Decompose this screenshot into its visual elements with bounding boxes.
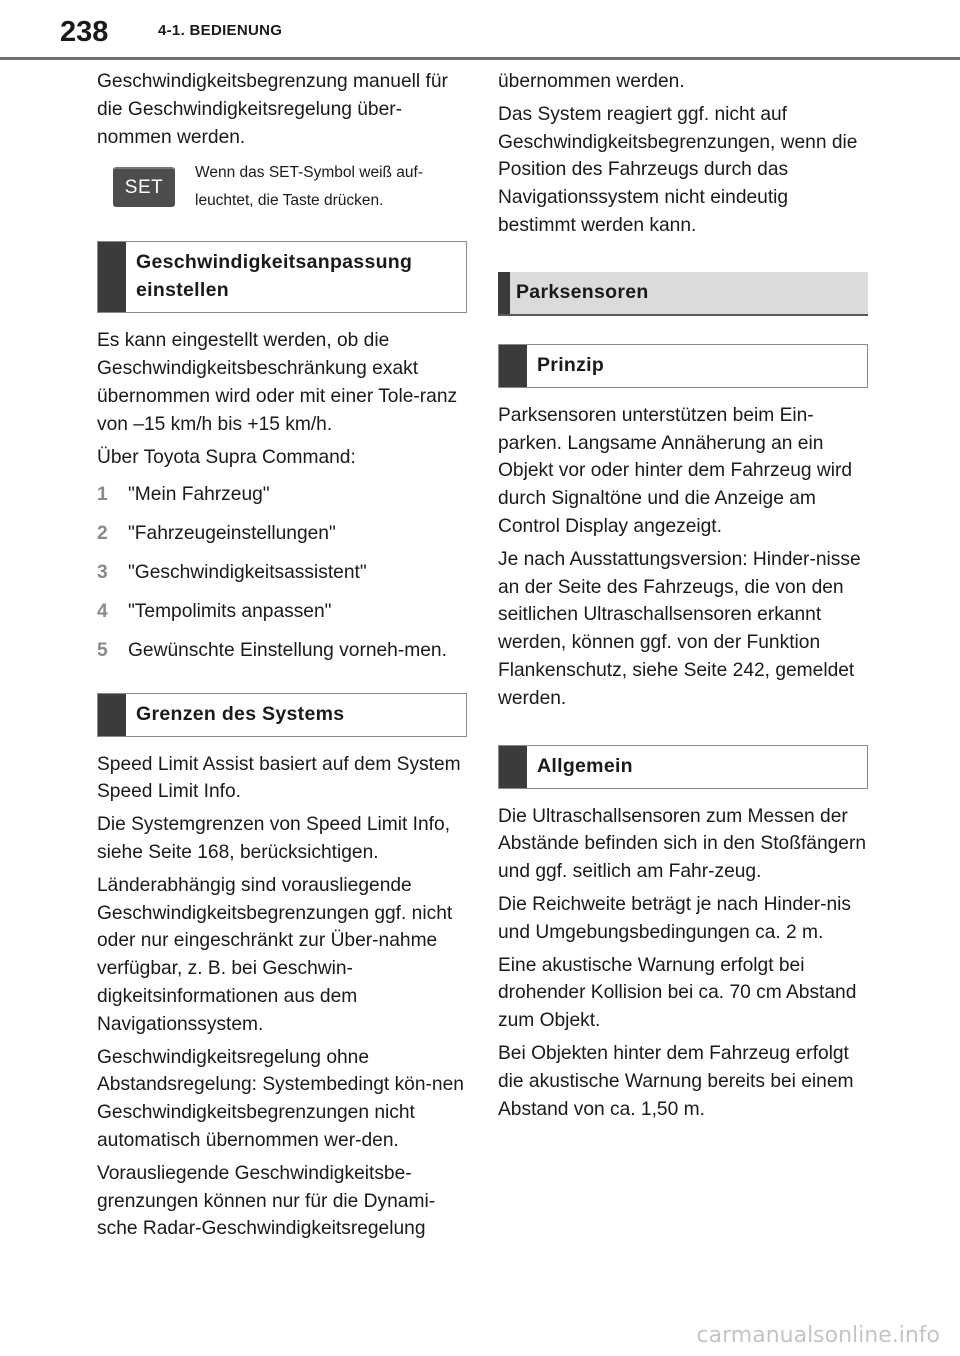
heading-bar bbox=[98, 242, 126, 312]
set-button-icon: SET bbox=[113, 167, 175, 207]
paragraph: Geschwindigkeitsregelung ohne Abstandsregelung: Systembedingt kön-nen Geschwindigkeitsbegrenzungen nicht automatisch übernommen wer-den. bbox=[97, 1046, 464, 1151]
step-text: Gewünschte Einstellung vorneh-men. bbox=[128, 639, 447, 661]
heading-bar bbox=[499, 345, 527, 387]
heading-text: Grenzen des Systems bbox=[136, 702, 345, 725]
step-text: "Fahrzeugeinstellungen" bbox=[128, 523, 336, 545]
page-number: 238 bbox=[60, 16, 109, 48]
paragraph: Je nach Ausstattungsversion: Hinder-nisse an der Seite des Fahrzeugs, die von den seitlichen Ultraschallsensoren erkannt werden, können ggf. von der Funktion Flankenschutz, siehe Seite 242, gemeldet werden. bbox=[498, 548, 861, 709]
section-heading-allgemein bbox=[498, 745, 868, 789]
step-text: "Geschwindigkeitsassistent" bbox=[128, 561, 367, 583]
paragraph: Länderabhängig sind vorausliegende Geschwindigkeitsbegrenzungen ggf. nicht oder nur eingeschränkt zur Über-nahme verfügbar, z. B. bei Geschwin-digkeitsinformationen aus dem Navigationssystem. bbox=[97, 874, 453, 1035]
step-number: 2 bbox=[97, 523, 108, 545]
list-item bbox=[97, 598, 467, 626]
paragraph: Das System reagiert ggf. nicht auf Geschwindigkeitsbegrenzungen, wenn die Position des Fahrzeugs durch das Navigationssystem nicht eindeutig bestimmt werden kann. bbox=[498, 103, 858, 236]
heading-bar bbox=[498, 272, 510, 314]
section-heading-speed-adjust bbox=[97, 241, 467, 313]
set-instruction-text: Wenn das SET-Symbol weiß auf-leuchtet, die Taste drücken. bbox=[195, 164, 423, 210]
heading-text: Geschwindigkeitsanpassung einstellen bbox=[136, 251, 413, 302]
paragraph: Die Ultraschallsensoren zum Messen der Abstände befinden sich in den Stoßfängern und ggf. seitlich am Fahr-zeug. bbox=[498, 805, 867, 883]
list-item bbox=[97, 520, 467, 548]
right-column bbox=[498, 68, 868, 1128]
chapter-title: 4-1. BEDIENUNG bbox=[158, 22, 283, 39]
list-item bbox=[97, 637, 467, 667]
list-item bbox=[97, 559, 467, 587]
paragraph: Parksensoren unterstützen beim Ein-parken. Langsame Annäherung an ein Objekt vor oder hinter dem Fahrzeug wird durch Signaltöne und die Anzeige am Control Display angezeigt. bbox=[498, 404, 853, 537]
section-heading-parksensoren bbox=[498, 272, 868, 316]
step-text: "Mein Fahrzeug" bbox=[128, 484, 270, 506]
paragraph: übernommen werden. bbox=[498, 71, 685, 92]
paragraph: Vorausliegende Geschwindigkeitsbe-grenzungen können nur für die Dynami-sche Radar-Geschwindigkeitsregelung bbox=[97, 1162, 436, 1240]
steps-list bbox=[97, 481, 467, 666]
paragraph: Über Toyota Supra Command: bbox=[97, 446, 356, 468]
paragraph: Die Reichweite beträgt je nach Hinder-nis und Umgebungsbedingungen ca. 2 m. bbox=[498, 893, 852, 943]
paragraph: Eine akustische Warnung erfolgt bei drohender Kollision bei ca. 70 cm Abstand zum Objekt. bbox=[498, 954, 857, 1032]
left-column bbox=[97, 68, 467, 1248]
section-heading-prinzip bbox=[498, 344, 868, 388]
step-number: 4 bbox=[97, 600, 108, 622]
watermark: carmanualsonline.info bbox=[696, 1323, 940, 1348]
paragraph: Es kann eingestellt werden, ob die Geschwindigkeitsbeschränkung exakt übernommen wird oder mit einer Tole-ranz von –15 km/h bis +15 km/h. bbox=[97, 330, 458, 435]
header-rule bbox=[0, 57, 960, 60]
paragraph: Speed Limit Assist basiert auf dem System Speed Limit Info. bbox=[97, 753, 461, 803]
heading-text: Parksensoren bbox=[516, 280, 649, 303]
set-instruction bbox=[97, 159, 467, 215]
heading-bar bbox=[499, 746, 527, 788]
heading-text: Allgemein bbox=[537, 754, 633, 777]
paragraph: Die Systemgrenzen von Speed Limit Info, siehe Seite 168, berücksichtigen. bbox=[97, 814, 451, 863]
step-number: 5 bbox=[97, 639, 108, 661]
paragraph: Bei Objekten hinter dem Fahrzeug erfolgt die akustische Warnung bereits bei einem Abstand von ca. 1,50 m. bbox=[498, 1042, 854, 1120]
intro-paragraph: Geschwindigkeitsbegrenzung manuell für die Geschwindigkeitsregelung über-nommen werden. bbox=[97, 71, 448, 148]
list-item bbox=[97, 481, 467, 509]
section-heading-system-limits bbox=[97, 693, 467, 737]
step-number: 1 bbox=[97, 484, 108, 506]
step-text: "Tempolimits anpassen" bbox=[128, 600, 332, 622]
step-number: 3 bbox=[97, 561, 108, 583]
heading-text: Prinzip bbox=[537, 353, 605, 376]
heading-bar bbox=[98, 694, 126, 736]
